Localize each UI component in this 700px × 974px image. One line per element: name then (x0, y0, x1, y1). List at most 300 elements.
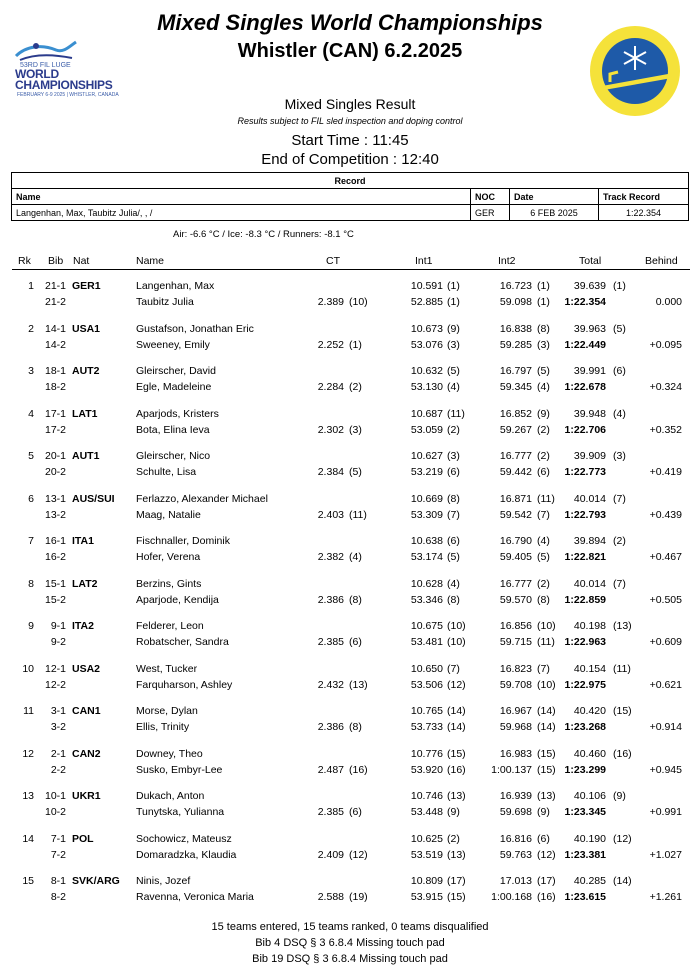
nat: GER1 (72, 280, 101, 292)
ct: 2.382 (317, 551, 344, 563)
total-rank-1: (2) (613, 535, 626, 547)
name-2: Hofer, Verena (136, 551, 201, 563)
result-row (0, 875, 700, 919)
total-1: 40.198 (573, 620, 606, 632)
int1-rank-2: (1) (447, 296, 460, 308)
ct: 2.403 (317, 508, 344, 521)
bib-2: 13-2 (44, 508, 66, 521)
int2-1: 16.856 (499, 620, 532, 632)
ct: 2.302 (317, 423, 344, 436)
total-2: 1:22.706 (564, 423, 606, 436)
bib-2: 9-2 (50, 636, 66, 648)
total-2: 1:22.449 (564, 338, 606, 351)
total-rank-1: (1) (613, 280, 626, 292)
total-rank-1: (11) (613, 662, 631, 675)
int1-1: 10.591 (410, 280, 443, 292)
int1-rank-2: (5) (447, 551, 460, 563)
behind: +0.467 (649, 551, 682, 563)
behind: +1.261 (649, 891, 682, 903)
nat: USA2 (72, 662, 101, 675)
ct-rank: (8) (349, 721, 362, 733)
int1-rank-1: (17) (447, 875, 466, 887)
record-header-noc: NOC (471, 189, 510, 205)
bib-1: 18-1 (44, 365, 66, 377)
total-1: 40.420 (573, 705, 606, 717)
rank: 11 (23, 705, 34, 717)
int2-rank-2: (2) (537, 423, 550, 436)
name-2: Susko, Embyr-Lee (136, 763, 223, 776)
total-2: 1:22.354 (564, 296, 606, 308)
name-1: West, Tucker (136, 662, 198, 675)
int1-2: 53.130 (410, 381, 443, 393)
total-1: 40.014 (573, 577, 606, 590)
result-note: Results subject to FIL sled inspection and doping control (237, 116, 463, 126)
ct-rank: (16) (349, 763, 368, 776)
bib-1: 2-1 (50, 747, 66, 760)
int1-1: 10.746 (410, 790, 443, 802)
int2-rank-1: (10) (537, 620, 556, 632)
name-2: Maag, Natalie (136, 508, 201, 521)
int2-rank-1: (13) (537, 790, 556, 802)
name-2: Domaradzka, Klaudia (136, 848, 237, 861)
int1-2: 53.519 (410, 848, 443, 861)
behind: +0.505 (649, 593, 682, 606)
int2-1: 16.967 (499, 705, 532, 717)
col-ct: CT (326, 255, 340, 267)
name-1: Gleirscher, David (136, 365, 216, 377)
int2-1: 16.816 (499, 832, 532, 845)
int2-1: 16.871 (499, 492, 532, 505)
result-row (0, 535, 700, 579)
int1-1: 10.628 (410, 577, 443, 590)
bib-1: 8-1 (50, 875, 66, 887)
behind: +0.439 (649, 508, 682, 521)
int1-rank-1: (5) (447, 365, 460, 377)
rank: 10 (22, 662, 34, 675)
rank: 13 (22, 790, 34, 802)
result-row (0, 663, 700, 707)
end-time: End of Competition : 12:40 (261, 151, 439, 168)
name-2: Sweeney, Emily (136, 338, 210, 351)
int2-rank-1: (14) (537, 705, 556, 717)
ct-rank: (2) (349, 381, 362, 393)
int1-2: 53.920 (410, 763, 443, 776)
int1-1: 10.687 (410, 407, 443, 420)
int2-1: 16.939 (499, 790, 532, 802)
total-1: 40.460 (573, 747, 606, 760)
int1-rank-1: (15) (447, 747, 466, 760)
int1-rank-2: (14) (447, 721, 466, 733)
int1-1: 10.776 (410, 747, 443, 760)
total-rank-1: (7) (613, 577, 626, 590)
total-rank-1: (13) (613, 620, 632, 632)
int1-2: 53.448 (410, 806, 443, 818)
int1-1: 10.625 (410, 832, 443, 845)
total-rank-1: (3) (613, 450, 626, 462)
int1-2: 52.885 (410, 296, 443, 308)
int2-rank-1: (17) (537, 875, 556, 887)
nat: AUS/SUI (72, 492, 115, 505)
int1-rank-1: (13) (447, 790, 466, 802)
luge-slider-icon (12, 36, 82, 62)
ct: 2.588 (317, 891, 344, 903)
col-name: Name (136, 255, 165, 267)
footer-dsq-1: Bib 4 DSQ § 3 6.8.4 Missing touch pad (255, 937, 445, 949)
ct-rank: (11) (349, 508, 367, 521)
total-rank-1: (9) (613, 790, 626, 802)
total-2: 1:22.793 (564, 508, 606, 521)
footer-dsq-2: Bib 19 DSQ § 3 6.8.4 Missing touch pad (252, 953, 448, 965)
nat: AUT1 (72, 450, 100, 462)
int1-2: 53.915 (410, 891, 443, 903)
name-1: Gustafson, Jonathan Eric (136, 322, 254, 335)
total-1: 40.014 (573, 492, 606, 505)
int2-2: 59.267 (499, 423, 532, 436)
int1-2: 53.346 (410, 593, 443, 606)
int1-rank-1: (9) (447, 322, 460, 335)
name-2: Schulte, Lisa (136, 466, 197, 478)
int2-rank-1: (6) (537, 832, 550, 845)
int1-rank-1: (10) (447, 620, 466, 632)
int1-rank-2: (12) (447, 678, 466, 691)
total-2: 1:23.615 (564, 891, 606, 903)
total-2: 1:23.299 (564, 763, 606, 776)
record-header-track: Track Record (599, 189, 689, 205)
int2-rank-2: (15) (537, 763, 556, 776)
int2-1: 16.777 (499, 577, 532, 590)
int1-rank-2: (2) (447, 423, 460, 436)
ct: 2.385 (317, 806, 344, 818)
result-row (0, 620, 700, 664)
ct: 2.386 (317, 593, 344, 606)
int1-rank-2: (9) (447, 806, 460, 818)
int1-2: 53.481 (410, 636, 443, 648)
bib-2: 8-2 (50, 891, 66, 903)
bib-1: 17-1 (44, 407, 66, 420)
name-2: Ravenna, Veronica Maria (136, 891, 254, 903)
int2-1: 16.838 (499, 322, 532, 335)
int2-rank-2: (10) (537, 678, 556, 691)
int2-1: 16.797 (499, 365, 532, 377)
result-row (0, 705, 700, 749)
total-1: 40.190 (573, 832, 606, 845)
int1-2: 53.506 (410, 678, 443, 691)
result-row (0, 365, 700, 409)
result-row (0, 493, 700, 537)
total-rank-1: (7) (613, 492, 626, 505)
nat: AUT2 (72, 365, 100, 377)
rank: 5 (28, 450, 34, 462)
bib-1: 10-1 (44, 790, 66, 802)
total-1: 39.639 (573, 280, 606, 292)
bib-1: 14-1 (44, 322, 66, 335)
bib-2: 16-2 (44, 551, 66, 563)
int1-rank-2: (6) (447, 466, 460, 478)
nat: ITA2 (72, 620, 94, 632)
bib-2: 15-2 (44, 593, 66, 606)
record-header-date: Date (510, 189, 599, 205)
bib-1: 9-1 (50, 620, 66, 632)
total-1: 39.909 (573, 450, 606, 462)
bib-1: 21-1 (44, 280, 66, 292)
name-1: Dukach, Anton (136, 790, 205, 802)
name-2: Tunytska, Yulianna (136, 806, 225, 818)
int1-1: 10.632 (410, 365, 443, 377)
total-1: 40.154 (573, 662, 606, 675)
int2-rank-1: (8) (537, 322, 550, 335)
record-noc: GER (471, 205, 510, 221)
int1-1: 10.669 (410, 492, 443, 505)
behind: +0.352 (649, 423, 682, 436)
int1-1: 10.765 (410, 705, 443, 717)
int2-rank-1: (7) (537, 662, 550, 675)
int2-1: 16.823 (499, 662, 532, 675)
ct: 2.386 (317, 721, 344, 733)
rank: 6 (28, 492, 34, 505)
int2-2: 59.285 (499, 338, 532, 351)
result-row (0, 578, 700, 622)
int2-1: 16.723 (499, 280, 532, 292)
int2-2: 1:00.137 (491, 763, 532, 776)
col-behind: Behind (645, 255, 678, 267)
ct-rank: (3) (349, 423, 362, 436)
ct: 2.284 (317, 381, 344, 393)
int1-1: 10.638 (410, 535, 443, 547)
total-1: 40.285 (573, 875, 606, 887)
int1-1: 10.809 (410, 875, 443, 887)
int1-rank-2: (10) (447, 636, 466, 648)
total-rank-1: (12) (613, 832, 632, 845)
bib-2: 20-2 (44, 466, 66, 478)
bib-1: 16-1 (44, 535, 66, 547)
int1-rank-2: (3) (447, 338, 460, 351)
start-time: Start Time : 11:45 (291, 132, 409, 149)
int2-2: 59.968 (499, 721, 532, 733)
int2-rank-2: (14) (537, 721, 556, 733)
nat: USA1 (72, 322, 101, 335)
int1-rank-2: (7) (447, 508, 460, 521)
ct-rank: (19) (349, 891, 368, 903)
result-row (0, 833, 700, 877)
int1-rank-1: (14) (447, 705, 466, 717)
int1-2: 53.309 (410, 508, 443, 521)
record-date: 6 FEB 2025 (510, 205, 599, 221)
bib-2: 18-2 (44, 381, 66, 393)
nat: ITA1 (72, 535, 94, 547)
total-rank-1: (16) (613, 747, 632, 760)
int2-2: 59.715 (499, 636, 532, 648)
col-bib: Bib (48, 255, 64, 267)
total-2: 1:23.345 (564, 806, 606, 818)
int2-rank-1: (11) (537, 492, 555, 505)
behind: +0.621 (649, 678, 682, 691)
bib-2: 14-2 (44, 338, 66, 351)
int2-rank-1: (2) (537, 577, 550, 590)
ct-rank: (4) (349, 551, 362, 563)
result-row (0, 408, 700, 452)
record-caption: Record (12, 173, 689, 189)
ct: 2.385 (317, 636, 344, 648)
behind: +0.945 (649, 763, 682, 776)
rank: 14 (22, 832, 34, 845)
name-2: Aparjode, Kendija (136, 593, 219, 606)
int2-2: 59.698 (499, 806, 532, 818)
int2-2: 59.708 (499, 678, 532, 691)
int2-1: 16.790 (499, 535, 532, 547)
record-name: Langenhan, Max, Taubitz Julia/, , / (12, 205, 471, 221)
nat: POL (72, 832, 94, 845)
int2-2: 59.763 (499, 848, 532, 861)
fil-logo-text: FIL (626, 94, 644, 106)
behind: +0.324 (649, 381, 682, 393)
nat: SVK/ARG (72, 875, 120, 887)
total-2: 1:22.678 (564, 381, 606, 393)
total-2: 1:22.821 (564, 551, 606, 563)
ct: 2.389 (317, 296, 344, 308)
int1-1: 10.673 (410, 322, 443, 335)
rank: 15 (22, 875, 34, 887)
ct-rank: (8) (349, 593, 362, 606)
int1-2: 53.219 (410, 466, 443, 478)
int2-rank-1: (2) (537, 450, 550, 462)
int1-rank-1: (2) (447, 832, 460, 845)
int2-rank-1: (15) (537, 747, 556, 760)
ct: 2.432 (317, 678, 344, 691)
world-championships-logo (12, 36, 127, 96)
int2-rank-2: (16) (537, 891, 556, 903)
int1-1: 10.675 (410, 620, 443, 632)
int2-rank-2: (11) (537, 636, 555, 648)
rank: 1 (28, 280, 34, 292)
int2-rank-2: (8) (537, 593, 550, 606)
name-1: Ferlazzo, Alexander Michael (136, 492, 268, 505)
int1-2: 53.174 (410, 551, 443, 563)
int2-1: 16.852 (499, 407, 532, 420)
int1-2: 53.059 (410, 423, 443, 436)
rank: 12 (22, 747, 34, 760)
bib-1: 3-1 (50, 705, 66, 717)
ct: 2.384 (317, 466, 344, 478)
int1-2: 53.076 (410, 338, 443, 351)
nat: LAT2 (72, 577, 98, 590)
name-1: Berzins, Gints (136, 577, 202, 590)
total-1: 39.894 (573, 535, 606, 547)
int1-rank-1: (4) (447, 577, 460, 590)
page-subtitle: Whistler (CAN) 6.2.2025 (237, 40, 463, 62)
ct-rank: (6) (349, 636, 362, 648)
ct-rank: (12) (349, 848, 368, 861)
total-2: 1:22.859 (564, 593, 606, 606)
bib-1: 13-1 (44, 492, 66, 505)
col-int2: Int2 (498, 255, 516, 267)
int1-2: 53.733 (410, 721, 443, 733)
behind: +0.914 (649, 721, 682, 733)
bib-2: 21-2 (44, 296, 66, 308)
col-int1: Int1 (415, 255, 433, 267)
int1-rank-1: (11) (447, 407, 465, 420)
int2-2: 1:00.168 (491, 891, 532, 903)
int2-rank-2: (4) (537, 381, 550, 393)
name-2: Taubitz Julia (136, 296, 194, 308)
name-2: Farquharson, Ashley (136, 678, 233, 691)
name-1: Ninis, Jozef (136, 875, 191, 887)
int2-1: 17.013 (499, 875, 532, 887)
ct: 2.409 (317, 848, 344, 861)
bib-2: 17-2 (44, 423, 66, 436)
result-row (0, 450, 700, 494)
int2-rank-2: (7) (537, 508, 550, 521)
total-rank-1: (6) (613, 365, 626, 377)
header-divider (12, 269, 690, 270)
rank: 3 (28, 365, 34, 377)
ct-rank: (10) (349, 296, 368, 308)
int1-rank-2: (8) (447, 593, 460, 606)
behind: +0.095 (649, 338, 682, 351)
bib-1: 15-1 (44, 577, 66, 590)
behind: +0.419 (649, 466, 682, 478)
int1-rank-1: (8) (447, 492, 460, 505)
behind: +0.991 (649, 806, 682, 818)
behind: +1.027 (649, 848, 682, 861)
bib-1: 7-1 (50, 832, 66, 845)
total-rank-1: (15) (613, 705, 632, 717)
total-2: 1:22.963 (564, 636, 606, 648)
logo-word-world: WORLD (15, 67, 59, 81)
int1-rank-2: (16) (447, 763, 466, 776)
footer-summary: 15 teams entered, 15 teams ranked, 0 teams disqualified (211, 921, 489, 933)
record-header-name: Name (12, 189, 471, 205)
int1-rank-2: (13) (447, 848, 466, 861)
name-1: Felderer, Leon (136, 620, 204, 632)
int2-rank-2: (5) (537, 551, 550, 563)
logo-dates: FEBRUARY 6-9 2025 | WHISTLER, CANADA (17, 92, 119, 98)
int2-2: 59.542 (499, 508, 532, 521)
name-1: Morse, Dylan (136, 705, 198, 717)
int2-2: 59.345 (499, 381, 532, 393)
int1-rank-2: (4) (447, 381, 460, 393)
ct: 2.487 (317, 763, 344, 776)
name-2: Bota, Elina Ieva (136, 423, 210, 436)
ct-rank: (1) (349, 338, 362, 351)
name-1: Langenhan, Max (136, 280, 215, 292)
int2-2: 59.098 (499, 296, 532, 308)
page-title: Mixed Singles World Championships (157, 10, 543, 35)
int1-rank-2: (15) (447, 891, 466, 903)
col-total: Total (579, 255, 602, 267)
int2-2: 59.570 (499, 593, 532, 606)
nat: LAT1 (72, 407, 98, 420)
int2-rank-1: (4) (537, 535, 550, 547)
result-row (0, 790, 700, 834)
int2-rank-2: (12) (537, 848, 556, 861)
bib-2: 2-2 (50, 763, 66, 776)
nat: UKR1 (72, 790, 101, 802)
bib-1: 12-1 (44, 662, 66, 675)
int1-1: 10.650 (410, 662, 443, 675)
rank: 4 (28, 407, 34, 420)
int2-1: 16.983 (499, 747, 532, 760)
ct: 2.252 (317, 338, 344, 351)
total-rank-1: (4) (613, 407, 626, 420)
int2-rank-1: (1) (537, 280, 550, 292)
total-2: 1:23.381 (564, 848, 606, 861)
behind: +0.609 (649, 636, 682, 648)
weather-conditions: Air: -6.6 °C / Ice: -8.3 °C / Runners: -8.1 °C (173, 229, 354, 240)
ct-rank: (5) (349, 466, 362, 478)
rank: 7 (28, 535, 34, 547)
bib-2: 7-2 (50, 848, 66, 861)
record-table (11, 172, 689, 221)
